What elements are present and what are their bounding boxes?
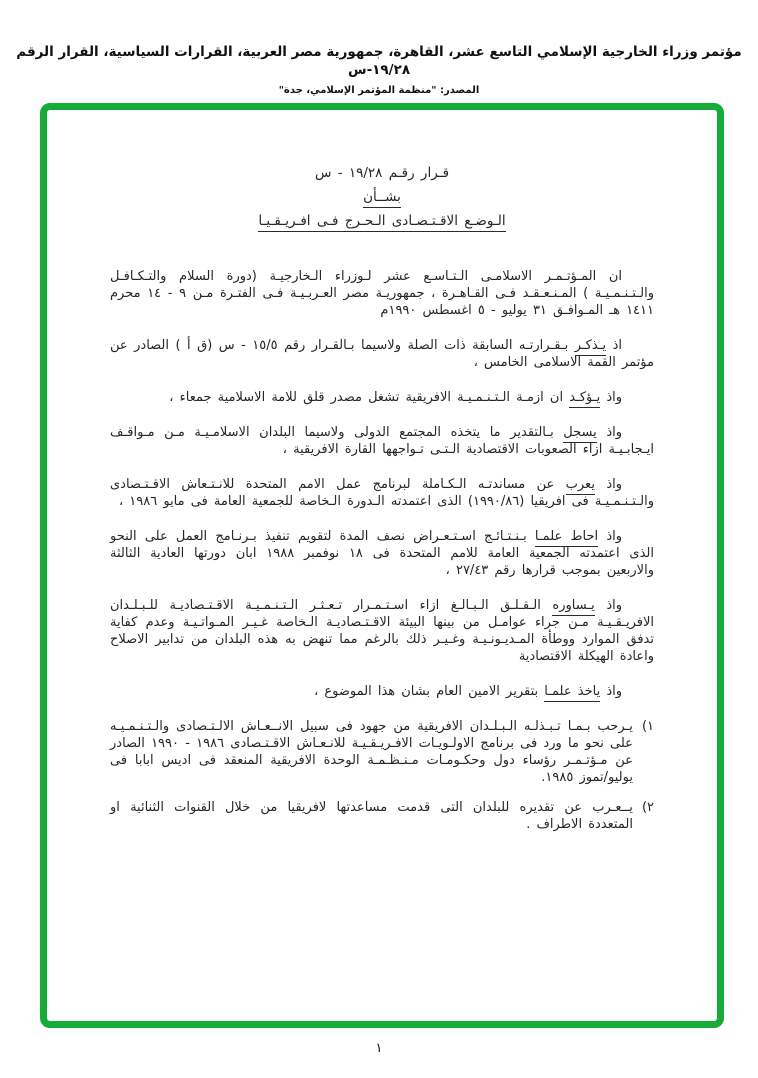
operative-item-1 (110, 718, 654, 786)
resolution-subject-line: الـوضـع الاقـتـصـادى الـحـرج فـى افـريـقـيـا (110, 213, 654, 230)
resolution-title-block (110, 165, 654, 230)
item-number: (٢ (641, 800, 654, 815)
item-text: يـرحب بـمـا تـبـذلـه الـبـلـدان الافريقية من جهود فى سبيل الانــعـاش الالـتـصادى والـتـنـمـيـه على نحو ما ورد فى برنامج الاولـويـات الافـريـقـيـة للانـعـاش الاقـتـصادى ١٩٨٦ - ١٩٩٠ الصادر عن مـؤتـمـر رؤساء دول وحكـومـات مـنـظـمـة الوحدة الافريقية المنعقد فى اديس ابابا فى يوليو/تموز ١٩٨٥. (110, 719, 633, 785)
source-line: المصدر: "منظمة المؤتمر الإسلامي، جدة" (278, 85, 480, 97)
resolution-number-line: قـرار رقـم ١٩/٢٨ - س (314, 165, 450, 181)
operative-paragraphs (110, 718, 654, 833)
preamble-paragraph-5: واذ يعرب عن مساندتـه الـكـاملة لبرنامج عمل الامم المتحدة للانـتـعاش الاقـتـصادى والـتـنـمـيـة فى افريقيا (١٩٩٠/٨٦) الذى اعتمدته الـدورة الـخاصة للجمعية العامة فى مايو ١٩٨٦ ، (110, 477, 654, 509)
preamble-paragraph-7: واذ يـساوره الـقـلـق الـبـالـغ ازاء اسـتـمـرار تـعـثـر الـتـنـمـيـة الاقـتـصاديـة للـبـلـدان الافريـقـيـة مـن جراء عوامـل من بينها البيئة الاقـتـصاديـة الـخاصة غـيـر المـواتـيـة وعدم كفاية تدفق الموارد ووطأة المـديـونـيـة وغـيـر ذلك بالرغم مما تنهض به هذه البلدان من تدابير الاصلاح واعادة الهيكلة الاقتصادية (110, 598, 654, 664)
operative-item-2 (110, 799, 654, 833)
preamble-paragraph-4: واذ يسجل بـالتقدير ما يتخذه المجتمع الدولى ولاسيما البلدان الاسلامـيـة مـن مـواقـف ايـجابـيـة ازاء الصعوبات الاقتصادية الـتـى تـواجهها القارة الافريقية ، (110, 425, 654, 457)
document-body (40, 103, 724, 1028)
preamble-paragraph-8: واذ ياخذ علمـا بتقرير الامين العام بشان هذا الموضوع ، (110, 683, 654, 700)
item-text: يــعـرب عن تقديره للبلدان التى قدمت مساعدتها لافريقيا من خلال القنوات الثنائية او المتعددة الاطراف . (110, 800, 633, 832)
resolution-regarding-line: بشــأن (110, 189, 654, 206)
page-number: ١ (375, 1041, 383, 1056)
preamble-paragraph-3: واذ يـؤكـد ان ازمـة الـتـنـمـيـة الافريقية تشغل مصدر قلق للامة الاسلامية جمعاء ، (110, 389, 654, 406)
item-number: (١ (641, 719, 654, 734)
citation-header (0, 44, 758, 96)
preamble-paragraph-2: اذ يـذكـر بـقـرارتـه السابقة ذات الصلة ولاسيما بـالقـرار رقم ١٥/٥ - س (ق أ ) الصادر عن مؤتمر القمة الاسلامى الخامس ، (110, 338, 654, 370)
citation-line: مؤتمر وزراء الخارجية الإسلامي التاسع عشر، القاهرة، جمهورية مصر العربية، القرارات السياسية، القرار الرقم ١٩/٢٨-س (16, 44, 742, 78)
preamble-paragraph-1: ان المـؤتـمـر الاسلامـى الـتـاسـع عشر لـوزراء الـخارجيـة (دورة السلام والتـكـافـل والـتـنـمـيـة ) المـنـعـقـد فـى القـاهـرة ، جمهوريـة مصر العـربـيـة فـى الفتـرة مـن ٩ - ١٤ محرم ١٤١١ هـ المـوافـق ٣١ يوليو - ٥ اغسطس ١٩٩٠م (110, 269, 654, 318)
preamble-paragraph-6: واذ احاط علمـا بـنـتـائـج اسـتـعـراض نصف المدة لتقويم تنفيذ بـرنـامج العمل على النحو الذى اعتمدته الجمعية العامة للامم المتحدة فى ١٨ نوفمبر ١٩٨٨ ابان دورتها العادية الثالثة والاربعين بموجب قرارها رقم ٢٧/٤٣ ، (110, 529, 654, 578)
